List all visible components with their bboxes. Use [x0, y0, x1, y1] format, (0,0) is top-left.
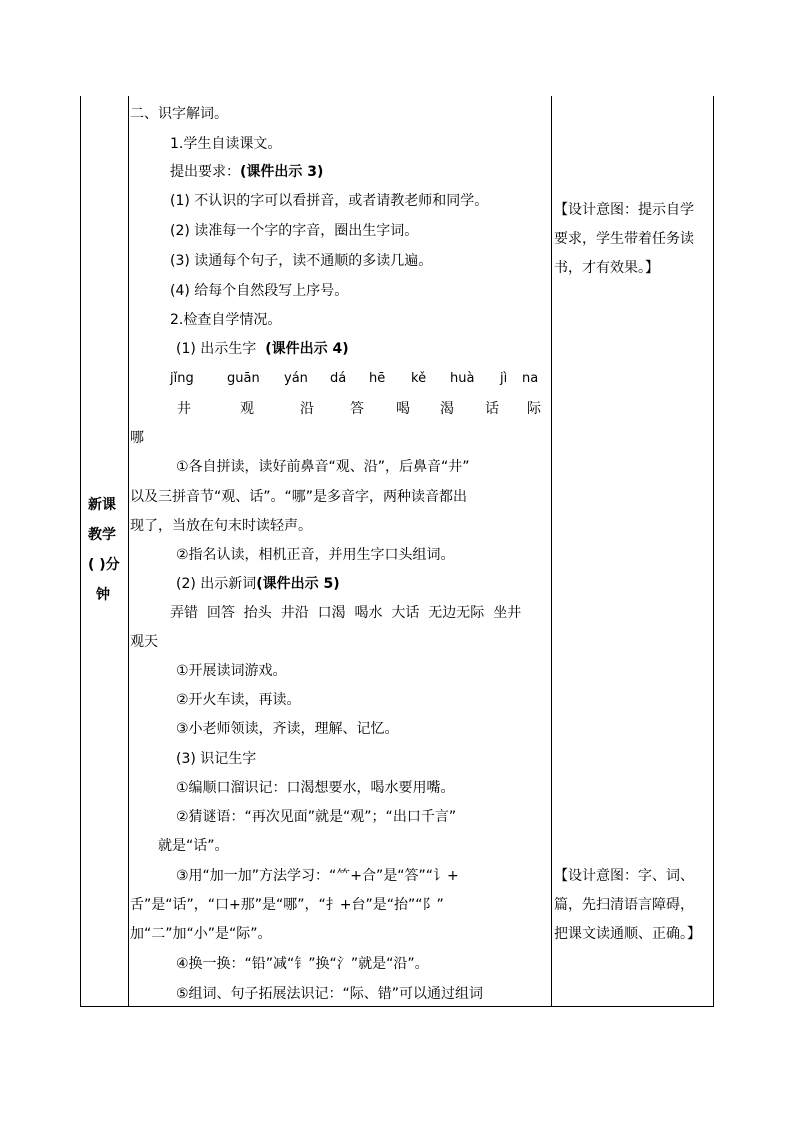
pinyin-7: huà [450, 371, 475, 386]
requirement-label [170, 162, 323, 182]
courseware-tag-5: (课件出示 5) [256, 576, 340, 592]
step-train: ②开火车读，再读。 [176, 692, 301, 708]
para2: ②指名认读，相机正音，并用生字口头组词。 [176, 547, 455, 563]
memo-line7: ④换一换：“铅”减“钅”换“氵”就是“沿”。 [176, 956, 429, 972]
memo-line5: 舌”是“话”，“口+那”是“哪”，“扌+台”是“抬”“阝” [130, 897, 444, 913]
show-new-chars [176, 339, 349, 359]
char-6: 渴 [440, 401, 454, 417]
memo-line2: ②猜谜语：“再次见面”就是“观”；“出口千言” [176, 809, 457, 825]
memo-line6: 加“二”加“小”是“际”。 [130, 926, 272, 942]
memo-title: (3) 识记生字 [176, 751, 257, 767]
requirement-4: (4) 给每个自然段写上序号。 [170, 283, 349, 299]
table-border-right [713, 96, 714, 1006]
para1-line3: 现了，当放在句末时读轻声。 [130, 518, 312, 534]
table-border-bottom [80, 1006, 714, 1007]
section-label-4: 钟 [96, 587, 110, 603]
requirement-2: (2) 读准每一个字的字音，圈出生字词。 [170, 223, 419, 239]
pinyin-3: yán [284, 371, 308, 386]
design-note-1-line3: 书，才有效果。】 [554, 260, 659, 276]
char-7: 话 [485, 401, 499, 417]
show-new-chars-text: (1) 出示生字 [176, 341, 257, 357]
char-2: 观 [240, 401, 254, 417]
pinyin-5: hē [369, 371, 386, 386]
memo-line3: 就是“话”。 [158, 838, 229, 854]
pinyin-6: kě [411, 371, 427, 386]
memo-line1: ①编顺口溜识记：口渴想要水，喝水要用嘴。 [176, 780, 455, 796]
requirement-3: (3) 读通每个句子，读不通顺的多读几遍。 [170, 253, 433, 269]
char-3: 沿 [300, 401, 314, 417]
char-8: 际 [527, 401, 541, 417]
step-lead: ③小老师领读，齐读，理解、记忆。 [176, 721, 399, 737]
design-note-2-line1: 【设计意图：字、词、 [554, 868, 694, 884]
design-note-2-line2: 篇，先扫清语言障碍， [554, 897, 694, 913]
char-9: 哪 [130, 430, 144, 446]
memo-line4: ③用“加一加”方法学习：“⺮+合”是“答”“讠+ [176, 868, 459, 884]
requirement-text: 提出要求： [170, 164, 240, 180]
step-check: 2.检查自学情况。 [170, 312, 282, 328]
design-note-1-line2: 要求，学生带着任务读 [554, 231, 694, 247]
words-line1: 弄错 回答 抬头 井沿 口渴 喝水 大话 无边无际 坐井 [170, 605, 522, 621]
step-game: ①开展读词游戏。 [176, 663, 287, 679]
show-new-words-text: (2) 出示新词 [176, 576, 257, 592]
design-note-1-line1: 【设计意图：提示自学 [554, 202, 694, 218]
words-line2: 观天 [130, 634, 158, 650]
heading-recognize-words: 二、识字解词。 [130, 106, 228, 122]
courseware-tag-4: (课件出示 4) [265, 341, 349, 357]
requirement-1: (1) 不认识的字可以看拼音，或者请教老师和同学。 [170, 193, 489, 209]
section-label-2: 教学 [88, 527, 116, 543]
char-1: 井 [177, 401, 191, 417]
char-5: 喝 [396, 401, 410, 417]
para1-line1: ①各自拼读，读好前鼻音“观、沿”，后鼻音“井” [176, 459, 470, 475]
memo-line8: ⑤组词、句子拓展法识记：“际、错”可以通过组词 [176, 986, 484, 1002]
para1-line2: 以及三拼音节“观、话”。“哪”是多音字，两种读音都出 [130, 489, 468, 505]
pinyin-1: jǐng [170, 371, 194, 386]
section-label-1: 新课 [88, 497, 116, 513]
pinyin-8: jì [500, 371, 508, 386]
pinyin-2: guān [227, 371, 260, 386]
design-note-2-line3: 把课文读通顺、正确。】 [554, 926, 701, 942]
show-new-words [176, 574, 340, 594]
pinyin-9: na [522, 371, 539, 386]
courseware-tag-3: (课件出示 3) [240, 164, 324, 180]
section-label-3: ( )分 [88, 557, 120, 573]
char-4: 答 [350, 401, 364, 417]
step-self-read: 1.学生自读课文。 [170, 136, 282, 152]
pinyin-4: dá [330, 371, 347, 386]
table-border-col2 [551, 96, 552, 1006]
table-border-left [80, 96, 81, 1006]
table-border-col1 [128, 96, 129, 1006]
